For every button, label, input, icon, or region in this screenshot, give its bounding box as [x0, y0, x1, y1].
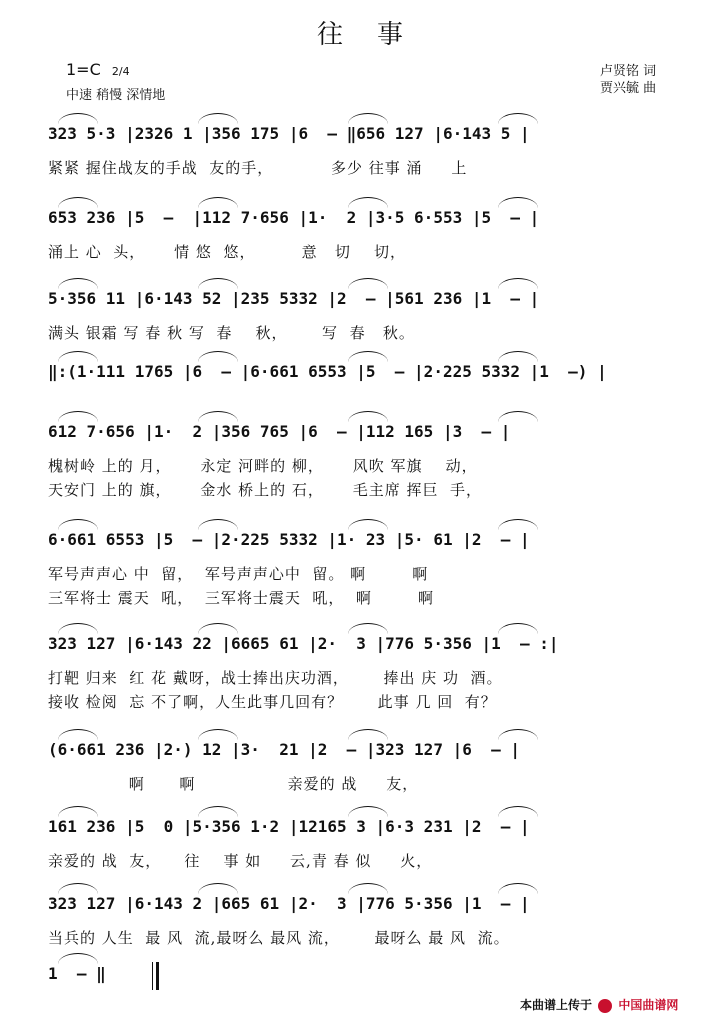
lyric-row: 当兵的 人生 最 风 流,最呀么 最风 流， 最呀么 最 风 流。: [48, 929, 510, 947]
lyric-row: 槐树岭 上的 月， 永定 河畔的 柳， 风吹 军旗 动，: [48, 457, 478, 475]
slur-mark: [58, 883, 98, 894]
notation-row: 653 236 |5 – |112 7·656 |1· 2 |3·5 6·553 |5 – |: [48, 208, 540, 227]
lyric-row: 亲爱的 战 友， 往 事 如 云,青 春 似 火，: [48, 852, 433, 870]
final-barline: [152, 962, 153, 990]
slur-mark: [198, 351, 238, 362]
lyric-row: 打靶 归来 红 花 戴呀，战士捧出庆功酒， 捧出 庆 功 酒。: [48, 669, 503, 687]
song-title: 往事: [316, 20, 437, 50]
slur-mark: [348, 729, 388, 740]
lyric-row: 啊 啊 亲爱的 战 友，: [48, 775, 419, 793]
composer-credit: 贾兴毓 曲: [600, 81, 657, 96]
slur-mark: [498, 519, 538, 530]
slur-mark: [348, 519, 388, 530]
lyric-row: 三军将士 震天 吼， 三军将士震天 吼， 啊 啊: [48, 589, 435, 607]
slur-mark: [58, 278, 98, 289]
site-name: 中国曲谱网: [618, 998, 679, 1012]
slur-mark: [348, 806, 388, 817]
slur-mark: [348, 278, 388, 289]
final-barline-thick: [156, 962, 159, 990]
lyric-row: 接收 检阅 忘 不了啊，人生此事几回有？ 此事 几 回 有？: [48, 693, 497, 711]
notation-row: (6·661 236 |2·) 12 |3· 21 |2 – |323 127 |6 – |: [48, 740, 521, 759]
slur-mark: [198, 883, 238, 894]
slur-mark: [58, 953, 98, 964]
slur-mark: [348, 113, 388, 124]
notation-row: 6·661 6553 |5 – |2·225 5332 |1· 23 |5· 61 |2 – |: [48, 530, 530, 549]
notation-row: 612 7·656 |1· 2 |356 765 |6 – |112 165 |3 – |: [48, 422, 511, 441]
slur-mark: [348, 623, 388, 634]
lyric-row: 紧紧 握住战友的手战 友的手， 多少 往事 涌 上: [48, 159, 468, 177]
lyricist-credit: 卢贤铭 词: [600, 64, 657, 79]
footer-credit: [520, 996, 678, 1013]
slur-mark: [348, 411, 388, 422]
slur-mark: [498, 729, 538, 740]
slur-mark: [58, 519, 98, 530]
slur-mark: [58, 806, 98, 817]
slur-mark: [498, 806, 538, 817]
slur-mark: [58, 411, 98, 422]
slur-mark: [58, 351, 98, 362]
slur-mark: [348, 351, 388, 362]
lyric-row: 天安门 上的 旗， 金水 桥上的 石， 毛主席 挥巨 手，: [48, 481, 483, 499]
notation-row: 1 – ‖: [48, 964, 106, 983]
lyric-row: 满头 银霜 写 春 秋 写 春 秋， 写 春 秋。: [48, 324, 415, 342]
slur-mark: [498, 351, 538, 362]
lyric-row: 军号声声心 中 留， 军号声声心中 留。 啊 啊: [48, 565, 429, 583]
slur-mark: [198, 623, 238, 634]
slur-mark: [198, 197, 238, 208]
notation-row: 161 236 |5 0 |5·356 1·2 |12165 3 |6·3 231 |2 – |: [48, 817, 530, 836]
slur-mark: [498, 883, 538, 894]
time-signature: 2/4: [111, 65, 130, 78]
slur-mark: [348, 883, 388, 894]
slur-mark: [198, 278, 238, 289]
slur-mark: [498, 411, 538, 422]
slur-mark: [198, 729, 238, 740]
notation-row: 323 127 |6·143 2 |665 61 |2· 3 |776 5·356 |1 – |: [48, 894, 530, 913]
slur-mark: [58, 197, 98, 208]
slur-mark: [58, 113, 98, 124]
slur-mark: [198, 806, 238, 817]
upload-text: 本曲谱上传于: [520, 998, 593, 1012]
notation-row: 323 5·3 |2326 1 |356 175 |6 – ‖656 127 |6·143 5 |: [48, 124, 530, 143]
slur-mark: [498, 623, 538, 634]
notation-row: ‖:(1·111 1765 |6 – |6·661 6553 |5 – |2·225 5332 |1 –) |: [48, 362, 607, 381]
notation-row: 5·356 11 |6·143 52 |235 5332 |2 – |561 236 |1 – |: [48, 289, 540, 308]
slur-mark: [498, 197, 538, 208]
key-label: 1=C: [66, 60, 101, 79]
slur-mark: [58, 623, 98, 634]
lyric-row: 涌上 心 头， 情 悠 悠， 意 切 切，: [48, 243, 406, 261]
site-logo-icon: [598, 999, 612, 1013]
tempo-marking: 中速 稍慢 深情地: [66, 88, 166, 103]
slur-mark: [348, 197, 388, 208]
slur-mark: [498, 113, 538, 124]
slur-mark: [198, 519, 238, 530]
slur-mark: [498, 278, 538, 289]
slur-mark: [58, 729, 98, 740]
notation-row: 323 127 |6·143 22 |6665 61 |2· 3 |776 5·356 |1 – :|: [48, 634, 559, 653]
key-signature: [66, 60, 130, 79]
slur-mark: [198, 113, 238, 124]
slur-mark: [198, 411, 238, 422]
